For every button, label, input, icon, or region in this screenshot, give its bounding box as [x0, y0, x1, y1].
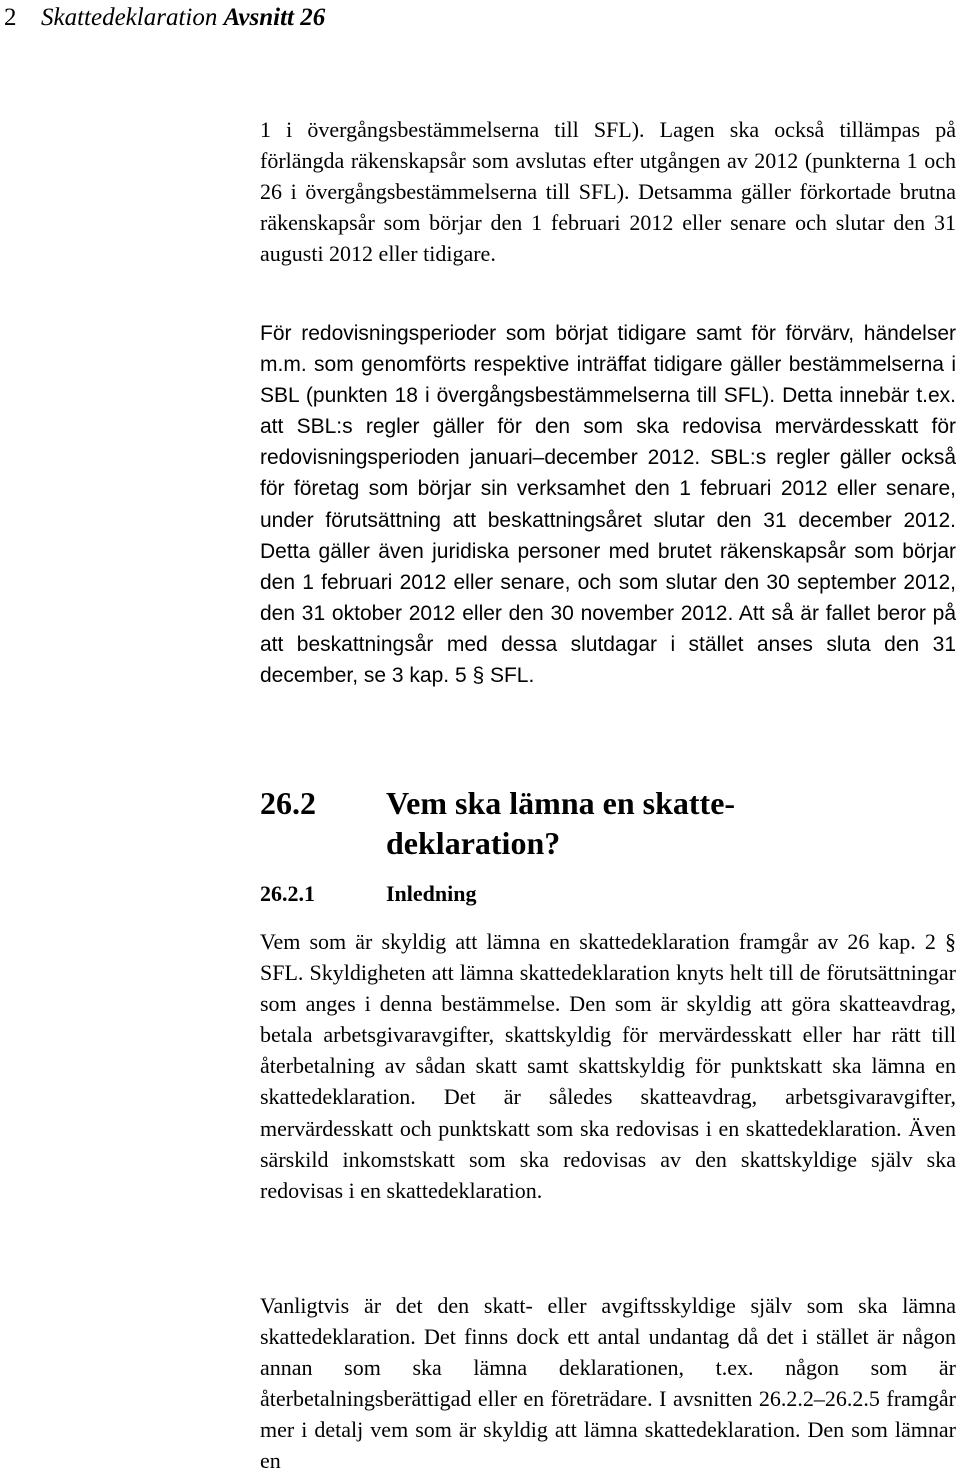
- section-number: 26.2: [260, 785, 316, 821]
- section-label: Avsnitt 26: [223, 4, 326, 31]
- section-title: Vem ska lämna en skatte-deklaration?: [386, 785, 736, 861]
- running-header-title: [41, 0, 325, 36]
- document-title: Skattedeklaration: [41, 4, 218, 31]
- running-header: [0, 0, 960, 40]
- body-paragraph-3: Vem som är skyldig att lämna en skattedeklaration framgår av 26 kap. 2 § SFL. Skyldigheten att lämna skattedeklaration knyts helt till de förutsättningar som anges i denna bestämmelse. Den som är skyldig att göra skatteavdrag, betala arbetsgivaravgifter, skattskyldig för mervärdesskatt eller har rätt till återbetalning av sådan skatt samt skattskyldig för punktskatt ska lämna en skattedeklaration. Det är således skatteavdrag, arbetsgivaravgifter, mervärdesskatt och punktskatt som ska redovisas i en skattedeklaration. Även särskild inkomstskatt som ska redovisas av den skattskyldige själv ska redovisas i en skattedeklaration.: [260, 929, 956, 1203]
- body-paragraph-1: 1 i övergångsbestämmelserna till SFL). Lagen ska också tillämpas på förlängda räkenskapsår som avslutas efter utgången av 2012 (punkterna 1 och 26 i övergångsbestämmelserna till SFL). Detsamma gäller förkortade brutna räkenskapsår som börjar den 1 februari 2012 eller senare och slutar den 31 augusti 2012 eller tidigare.: [260, 117, 956, 267]
- subsection-number: 26.2.1: [260, 881, 315, 906]
- page-number: 2: [4, 4, 17, 31]
- body-paragraph-2: För redovisningsperioder som börjat tidigare samt för förvärv, händelser m.m. som genomförts respektive inträffat tidigare gäller bestämmelserna i SBL (punkten 18 i övergångsbestämmelserna till SFL). Detta innebär t.ex. att SBL:s regler gäller för den som ska redovisa mervärdesskatt för redovisningsperioden januari–december 2012. SBL:s regler gäller också för företag som börjar sin verksamhet den 1 februari 2012 eller senare, under förutsättning att beskattningsåret slutar den 31 december 2012. Detta gäller även juridiska personer med brutet räkenskapsår som börjar den 1 februari 2012 eller senare, och som slutar den 30 september 2012, den 31 oktober 2012 eller den 30 november 2012. Att så är fallet beror på att beskattningsår med dessa slutdagar i stället anses sluta den 31 december, se 3 kap. 5 § SFL.: [260, 322, 956, 688]
- subsection-title: Inledning: [386, 881, 477, 906]
- body-paragraph-4: Vanligtvis är det den skatt- eller avgiftsskyldige själv som ska lämna skattedeklaration. Det finns dock ett antal undantag då det i stället är någon annan som ska lämna deklarationen, t.ex. någon som är återbetalningsberättigad eller en företrädare. I avsnitten 26.2.2–26.2.5 framgår mer i detalj vem som är skyldig att lämna skattedeklaration. Den som lämnar en: [260, 1293, 956, 1474]
